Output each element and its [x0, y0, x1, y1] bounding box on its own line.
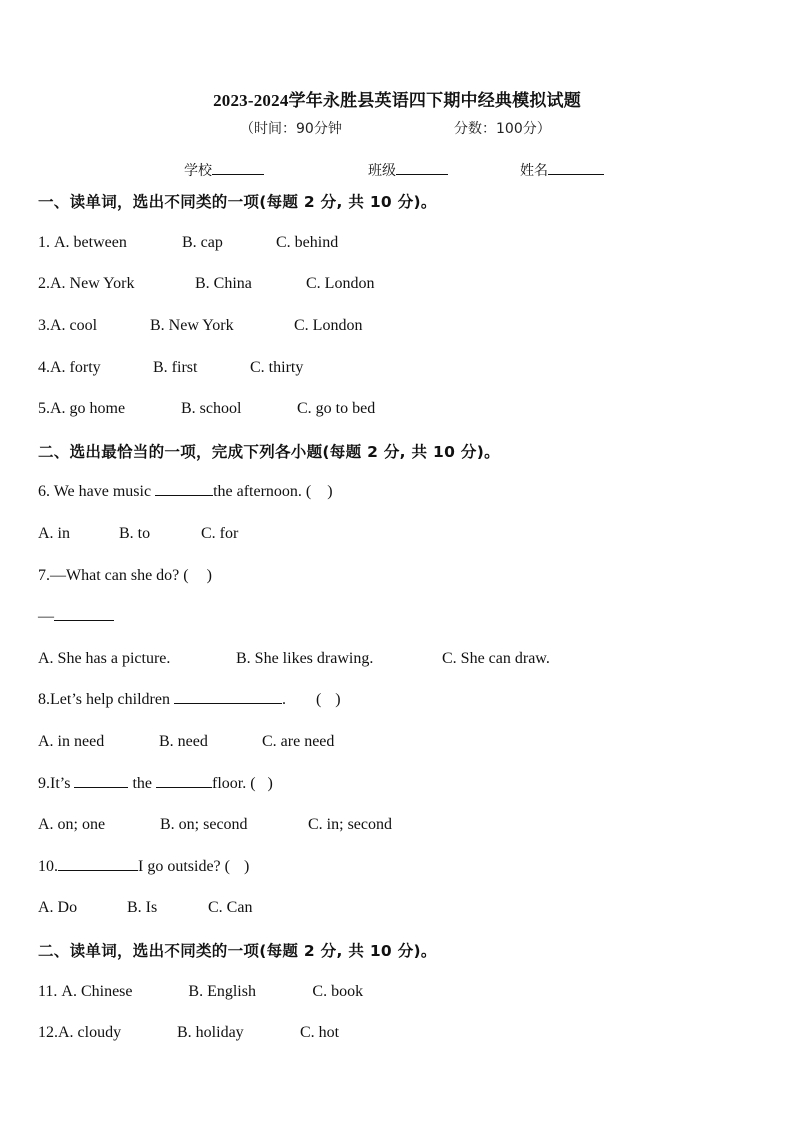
answer-blank[interactable]	[174, 703, 282, 704]
question-2	[38, 275, 374, 293]
question-7-options	[38, 650, 550, 668]
answer-blank-1[interactable]	[74, 787, 128, 788]
option-c: C. Can	[208, 899, 253, 916]
name-field	[520, 160, 604, 180]
question-number: 4.	[38, 359, 50, 376]
option-a: A. forty	[50, 359, 101, 376]
section-heading-1: 一、读单词，选出不同类的一项(每题 2 分, 共 10 分)。	[38, 193, 437, 211]
option-c: C. behind	[276, 234, 339, 251]
question-number: 12.	[38, 1024, 58, 1041]
question-6-options	[38, 525, 238, 543]
name-blank[interactable]	[548, 174, 604, 175]
question-10-options	[38, 899, 252, 917]
option-a: A. She has a picture.	[38, 650, 171, 667]
answer-paren-close: )	[335, 691, 341, 708]
answer-blank[interactable]	[155, 495, 213, 496]
question-stem-pre: 8.Let’s help children	[38, 691, 170, 708]
option-a: A. on; one	[38, 816, 106, 833]
option-b: B. school	[181, 400, 242, 417]
question-5	[38, 400, 375, 418]
option-a: A. New York	[50, 275, 135, 292]
question-stem-post: the afternoon. (	[213, 483, 312, 500]
question-6	[38, 483, 333, 501]
option-a: A. in need	[38, 733, 105, 750]
exam-score: 分数：100分）	[454, 121, 551, 137]
question-stem-pre: 10.	[38, 858, 58, 875]
option-b: B. New York	[150, 317, 234, 334]
option-c: C. London	[294, 317, 363, 334]
question-stem-pre: 9.It’s	[38, 775, 71, 792]
answer-paren-close: )	[243, 858, 250, 875]
option-a: A. go home	[50, 400, 126, 417]
answer-paren-close: )	[327, 483, 333, 500]
school-blank[interactable]	[212, 174, 264, 175]
name-label: 姓名	[520, 163, 548, 179]
option-c: C. go to bed	[297, 400, 376, 417]
question-stem-mid: the	[132, 775, 152, 792]
question-10	[38, 858, 249, 876]
question-11	[38, 983, 363, 1001]
question-12	[38, 1024, 339, 1042]
option-c: C. London	[306, 275, 375, 292]
option-c: C. are need	[262, 733, 335, 750]
option-b: B. cap	[182, 234, 223, 251]
question-stem-post: floor. (	[212, 775, 256, 792]
question-8-options	[38, 733, 334, 751]
option-a: A. cloudy	[58, 1024, 122, 1041]
option-a: A. cool	[50, 317, 98, 334]
question-4	[38, 359, 303, 377]
section-heading-2: 二、选出最恰当的一项，完成下列各小题(每题 2 分, 共 10 分)。	[38, 443, 500, 461]
option-b: B. first	[153, 359, 198, 376]
option-b: B. Is	[127, 899, 158, 916]
option-a: A. in	[38, 525, 70, 542]
question-stem: 7.—What can she do? (	[38, 567, 189, 584]
answer-paren-close: )	[206, 567, 212, 584]
question-stem-pre: 6. We have music	[38, 483, 152, 500]
option-c: C. hot	[300, 1024, 340, 1041]
option-b: B. on; second	[160, 816, 248, 833]
question-8	[38, 691, 341, 709]
student-info-fields	[184, 160, 604, 180]
option-c: C. thirty	[250, 359, 304, 376]
class-blank[interactable]	[396, 174, 448, 175]
question-number: 1.	[38, 234, 54, 251]
question-9	[38, 775, 273, 793]
dialogue-dash: —	[38, 608, 54, 625]
question-number: 5.	[38, 400, 50, 417]
question-stem-post: I go outside? (	[138, 858, 230, 875]
option-b: B. English	[188, 983, 256, 1000]
option-c: C. She can draw.	[442, 650, 550, 667]
option-a: A. Chinese	[61, 983, 133, 1000]
exam-title: 2023-2024学年永胜县英语四下期中经典模拟试题	[213, 91, 581, 110]
answer-blank[interactable]	[54, 620, 114, 621]
question-3	[38, 317, 362, 335]
option-c: C. for	[201, 525, 239, 542]
question-number: 2.	[38, 275, 50, 292]
option-a: A. Do	[38, 899, 78, 916]
answer-blank[interactable]	[58, 870, 138, 871]
question-number: 11.	[38, 983, 62, 1000]
question-9-options	[38, 816, 392, 834]
section-heading-3: 二、读单词，选出不同类的一项(每题 2 分, 共 10 分)。	[38, 942, 437, 960]
option-b: B. China	[195, 275, 252, 292]
option-b: B. need	[159, 733, 208, 750]
option-b: B. holiday	[177, 1024, 244, 1041]
option-a: A. between	[54, 234, 127, 251]
exam-time: （时间：90分钟	[240, 121, 342, 137]
question-7	[38, 567, 212, 585]
question-7-answer-line	[38, 608, 114, 626]
answer-blank-2[interactable]	[156, 787, 212, 788]
school-label: 学校	[184, 163, 212, 179]
school-field	[184, 160, 368, 180]
question-number: 3.	[38, 317, 50, 334]
option-c: C. in; second	[308, 816, 392, 833]
answer-paren-close: )	[267, 775, 273, 792]
option-b: B. She likes drawing.	[236, 650, 374, 667]
class-label: 班级	[368, 163, 396, 179]
question-stem-post: .	[281, 691, 286, 708]
option-b: B. to	[119, 525, 151, 542]
option-c: C. book	[312, 983, 364, 1000]
answer-paren-open: (	[315, 691, 322, 708]
question-1	[38, 234, 338, 252]
exam-time-score	[240, 118, 551, 138]
class-field	[368, 160, 520, 180]
